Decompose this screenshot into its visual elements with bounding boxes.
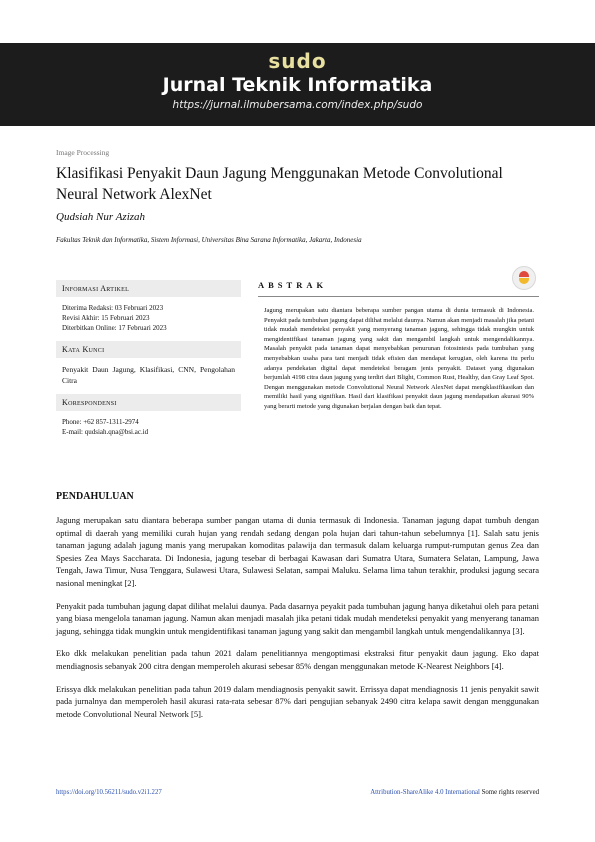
abstract-heading: ABSTRAK [258,280,328,290]
phone-number: Phone: +62 857-1311-2974 [62,418,139,426]
doi-link[interactable]: https://doi.org/10.56211/sudo.v2i1.227 [56,789,162,796]
license-notice [370,789,539,796]
body-paragraph: Jagung merupakan satu diantara beberapa sumber pangan utama di dunia termasuk di Indonesia. Tanaman jagung dapat tumbuh dengan optimal di daerah yang memiliki curah hujan yang rendah sedang dengan pola hujan dari tahun-tahun sebelumnya [1]. Salah satu jenis tanaman jagung adalah jagung manis yang merupakan komoditas palawija dan termasuk dalam keluarga rumput-rumputan genus Zea dan Spesies Zea Mays Saccharata. Di Indonesia, jagung tesebar di berbagai Kawasan dari Sumatra Utara, Sumatera Selatan, Lampung, Jawa Tengah, Jawa Timur, Nusa Tenggara, Sulawesi Utara, Sulawesi Selatan, sampai Maluku. Selama lima tahun terakhir, produksi jagung secara nasional meningkat [2]. [56,515,539,588]
license-suffix: Some rights reserved [479,789,539,796]
revised-date: Revisi Akhir: 15 Februari 2023 [62,314,150,322]
published-date: Diterbitkan Online: 17 Februari 2023 [62,324,167,332]
journal-name: Jurnal Teknik Informatika [162,74,433,96]
section-heading-introduction: PENDAHULUAN [56,491,134,502]
author-affiliation: Fakultas Teknik dan Informatika, Sistem Informasi, Universitas Bina Sarana Informatika, Jakarta, Indonesia [56,236,362,244]
article-info-heading: Informasi Artikel [56,280,241,297]
email-address[interactable]: E-mail: qudsiah.qna@bsi.ac.id [62,428,149,436]
article-info-panel [56,280,241,445]
journal-url[interactable]: https://jurnal.ilmubersama.com/index.php/sudo [172,99,423,111]
page-footer [56,789,539,796]
body-paragraph: Eko dkk melakukan penelitian pada tahun 2021 dalam penelitiannya mengoptimasi ekstraksi fitur penyakit daun jagung. Eko dapat mendiagnosis sebanyak 200 citra dengan memperoleh akurasi sebesar 85% dengan menggunakan metode K-Nearest Neighbors [4]. [56,648,539,671]
article-dates [56,297,241,341]
journal-logo: sudo [268,49,327,73]
body-paragraph: Erissya dkk melakukan penelitian pada tahun 2019 dalam mendiagnosis penyakit sawit. Errissya dapat mendiagnosis 11 jenis penyakit sawit pada jurnalnya dan memperoleh hasil akurasi rata-rata sebesar 87% dari pengujian sebanyak 2490 citra kelapa sawit dengan menggunakan metode Convolutional Neural Network [5]. [56,683,539,719]
article-category: Image Processing [56,148,110,157]
keywords-heading: Kata Kunci [56,341,241,358]
abstract-divider [258,296,539,297]
correspondence-heading: Korespondensi [56,394,241,411]
correspondence-details [56,411,241,445]
journal-banner [0,43,595,126]
article-title: Klasifikasi Penyakit Daun Jagung Menggunakan Metode Convolutional Neural Network AlexNet [56,165,503,203]
crossmark-icon[interactable] [512,266,536,290]
body-paragraph: Penyakit pada tumbuhan jagung dapat dilihat melalui daunya. Pada dasarnya peyakit pada tumbuhan jagung hanya diketahui oleh para petani yang biasa mengelola tanaman jagung. Namun akan menjadi masalah jika petani tidak mudah mendeteksi penyakit yang menyerang tanaman jagung, sehingga tidak mungkin untuk mengidentifikasi tanaman jagung yang sakit dan mengambil langkah untuk mengendalikannya [3]. [56,600,539,636]
article-author: Qudsiah Nur Azizah [56,211,146,223]
received-date: Diterima Redaksi: 03 Februari 2023 [62,304,164,312]
keywords-text: Penyakit Daun Jagung, Klasifikasi, CNN, Pengolahan Citra [62,365,235,385]
introduction-body [56,514,539,730]
abstract-text: Jagung merupakan satu diantara beberapa sumber pangan utama di dunia termasuk di Indonesia. Penyakit pada tumbuhan jagung dapat dilihat melalui daunya. Namun akan menjadi masalah jika petani tidak mudah mendeteksi penyakit yang menyerang tanaman jagung, sehingga tidak mungkin untuk mengidentifikasi tanaman jagung yang sakit dan mengambil langkah untuk mengendalikannya. Masalah penyakit pada tanaman dapat menyebabkan penurunan fotosintesis pada tumbuhan yang menyebabkan usaha para tani menjadi tidak efisien dan mendapat kerugian, oleh karena itu perlu adanya pendekatan digital dapat mendeteksi beragam jenis penyakit. Dataset yang digunakan berjumlah 4198 citra daun jagung yang terdiri dari Blight, Common Rust, Healthy, dan Gray Leaf Spot. Dengan menggunakan metode Convolutional Neural Network AlexNet dapat mengklasifikasikan dan memiliki hasil yang signifikan. Hasil dari klasifikasi penyakit daun jagung mendapatkan akurasi 90% yang berarti metode yang digunakan berjalan dengan baik dan tepat. [264,307,534,410]
license-link[interactable]: Attribution-ShareAlike 4.0 International [370,789,480,796]
